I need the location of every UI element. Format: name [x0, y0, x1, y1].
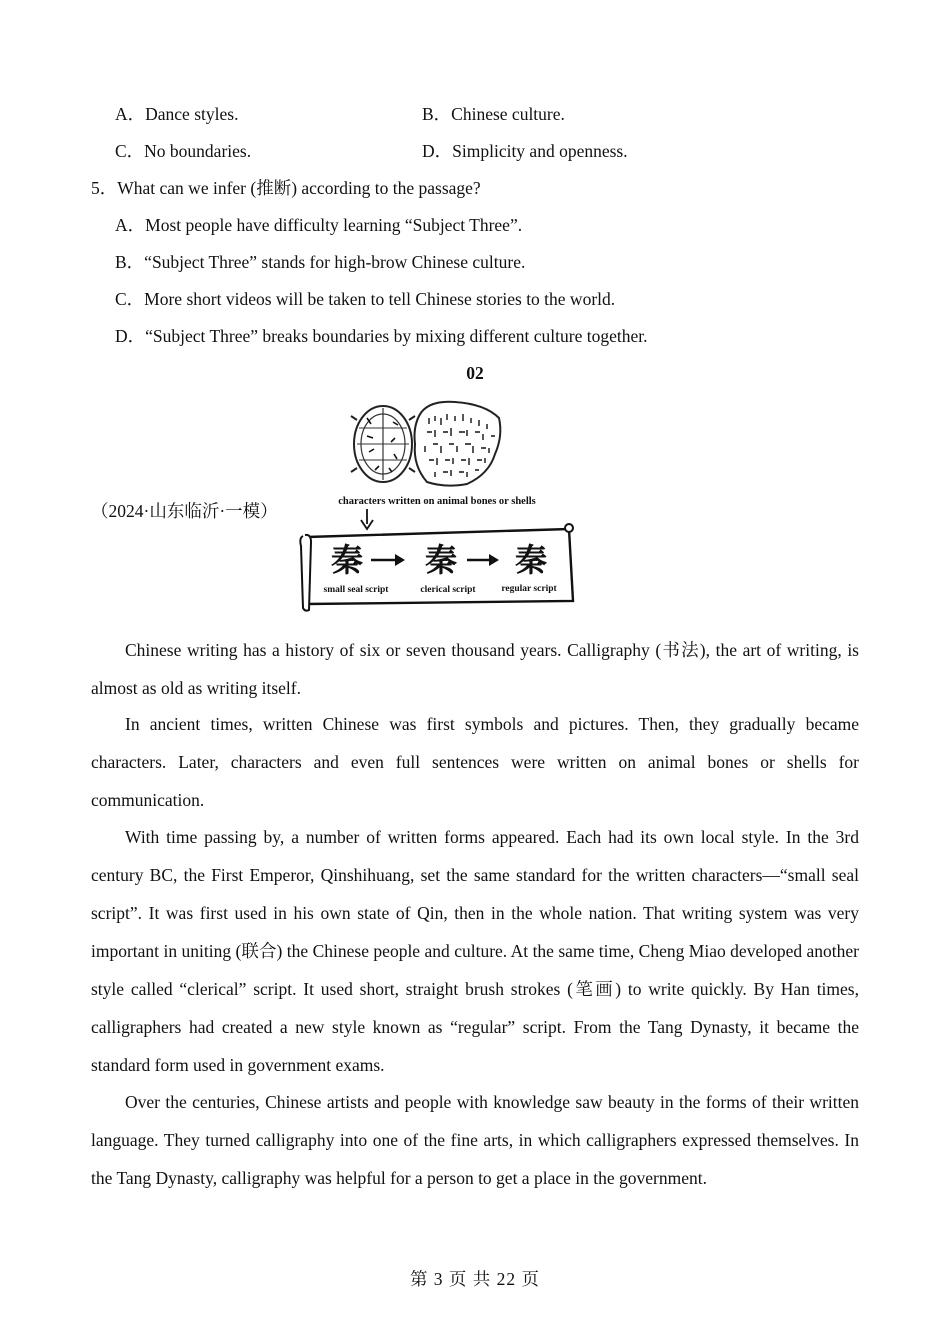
passage-paragraph-2: In ancient times, written Chinese was first symbols and pictures. Then, they gradually became characters. Later, characters and even full sentences were written on animal bones or shells for communication.	[91, 714, 859, 810]
clerical-label: clerical script	[420, 585, 476, 595]
q4-option-a: A．Dance styles.	[115, 104, 239, 124]
passage-paragraph-3: With time passing by, a number of written forms appeared. Each had its own local style. In the 3rd century BC, the First Emperor, Qinshihuang, set the same standard for the written characters—“small seal script”. It was first used in his own state of Qin, then in the whole nation. That writing system was very important in uniting (联合) the Chinese people and culture. At the same time, Cheng Miao developed another style called “clerical” script. It used short, straight brush strokes (笔画) to write quickly. By Han times, calligraphers had created a new style known as “regular” script. From the Tang Dynasty, it became the standard form used in government exams.	[91, 827, 859, 1075]
q4-option-d: D．Simplicity and openness.	[422, 141, 628, 161]
down-arrow-icon	[361, 509, 373, 529]
regular-label: regular script	[501, 584, 557, 594]
passage-paragraph-1: Chinese writing has a history of six or seven thousand years. Calligraphy (书法), the art of writing, is almost as old as writing itself.	[91, 640, 859, 698]
oracle-bone-icon	[415, 402, 501, 486]
q4-option-c: C．No boundaries.	[115, 141, 252, 161]
q5-option-a: A．Most people have difficulty learning “Subject Three”.	[115, 215, 523, 235]
q5-option-b: B．“Subject Three” stands for high-brow Chinese culture.	[115, 252, 526, 272]
clerical-glyph: 秦	[424, 542, 458, 578]
figure-caption-top: characters written on animal bones or shells	[338, 496, 536, 507]
q5-stem: 5．What can we infer (推断) according to the passage?	[91, 178, 481, 198]
q4-option-b: B．Chinese culture.	[422, 104, 565, 124]
q5-option-d: D．“Subject Three” breaks boundaries by mixing different culture together.	[115, 326, 648, 346]
source-label: （2024·山东临沂·一模）	[91, 501, 278, 521]
small-seal-glyph: 秦	[330, 542, 364, 578]
small-seal-label: small seal script	[323, 585, 389, 595]
calligraphy-evolution-figure	[295, 396, 580, 614]
section-number: 02	[466, 363, 484, 383]
regular-glyph: 秦	[514, 542, 548, 578]
page-footer: 第 3 页 共 22 页	[409, 1269, 541, 1289]
q5-option-c: C．More short videos will be taken to tell Chinese stories to the world.	[115, 289, 616, 309]
turtle-shell-icon	[351, 406, 415, 482]
passage-paragraph-4: Over the centuries, Chinese artists and people with knowledge saw beauty in the forms of their written language. They turned calligraphy into one of the fine arts, in which calligraphers expressed themselves. In the Tang Dynasty, calligraphy was helpful for a person to get a place in the government.	[91, 1092, 859, 1188]
